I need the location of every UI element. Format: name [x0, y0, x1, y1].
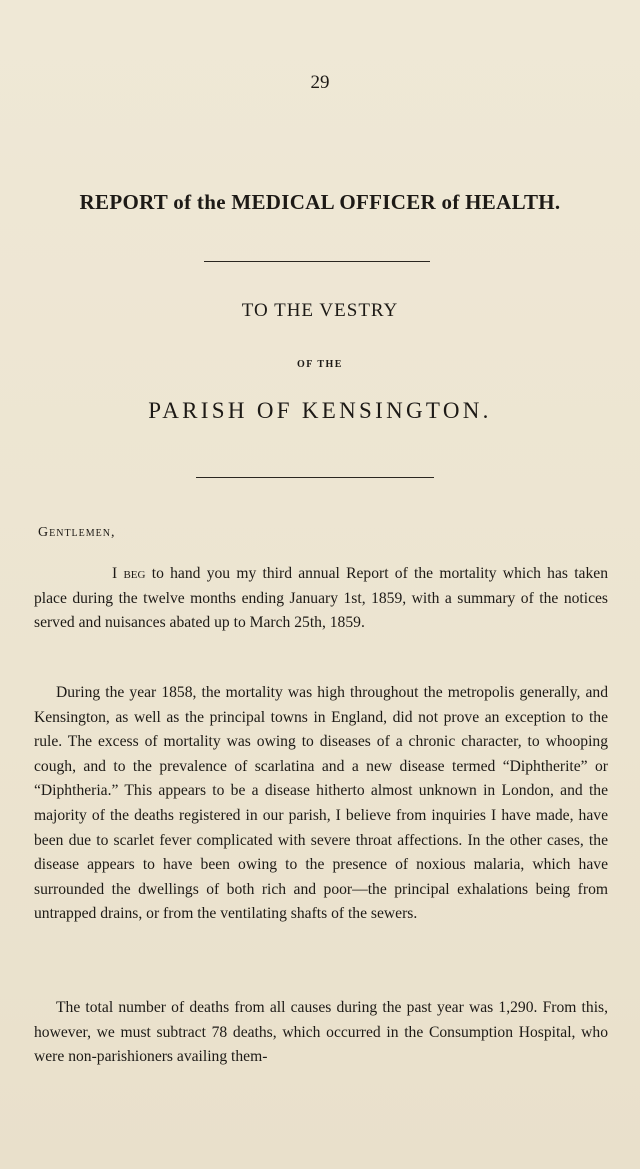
page-number: 29	[310, 72, 330, 93]
addressee-line-2: OF THE	[297, 359, 343, 370]
addressee-line-3: PARISH OF KENSINGTON.	[148, 398, 492, 423]
addressee-line-1: TO THE VESTRY	[241, 300, 399, 321]
paragraph-text: to hand you my third annual Report of the mortality which has taken place during the twelve months ending January 1st, 1859, with a summary of the notices served and nuisances abated up to March 25th, 1859.	[34, 565, 608, 632]
divider-rule	[196, 477, 434, 478]
paragraph-lead: I beg	[112, 565, 146, 582]
body-paragraph	[34, 562, 608, 636]
body-paragraph	[34, 996, 608, 1070]
report-title: REPORT of the MEDICAL OFFICER of HEALTH.	[79, 190, 561, 214]
paragraph-text: During the year 1858, the mortality was high throughout the metropolis generally, and Kensington, as well as the principal towns in England, did not prove an exception to the rule. The excess of mortality was owing to diseases of a chronic character, to whooping cough, and to the prevalence of scarlatina and a new disease termed “Diphtherite” or “Diphtheria.” This appears to be a disease hitherto almost unknown in London, and the majority of the deaths registered in our parish, I believe from inquiries I have made, have been due to scarlet fever complicated with severe throat affections. In the other cases, the disease appears to have been owing to the presence of noxious malaria, which have surrounded the dwellings of both rich and poor—the principal exhalations being from untrapped drains, or from the ventilating shafts of the sewers.	[34, 684, 608, 923]
body-paragraph	[34, 681, 608, 927]
divider-rule	[204, 261, 430, 262]
salutation: Gentlemen,	[38, 525, 116, 540]
paragraph-text: The total number of deaths from all causes during the past year was 1,290. From this, however, we must subtract 78 deaths, which occurred in the Consumption Hospital, who were non-parishioners availing them-	[34, 999, 608, 1066]
